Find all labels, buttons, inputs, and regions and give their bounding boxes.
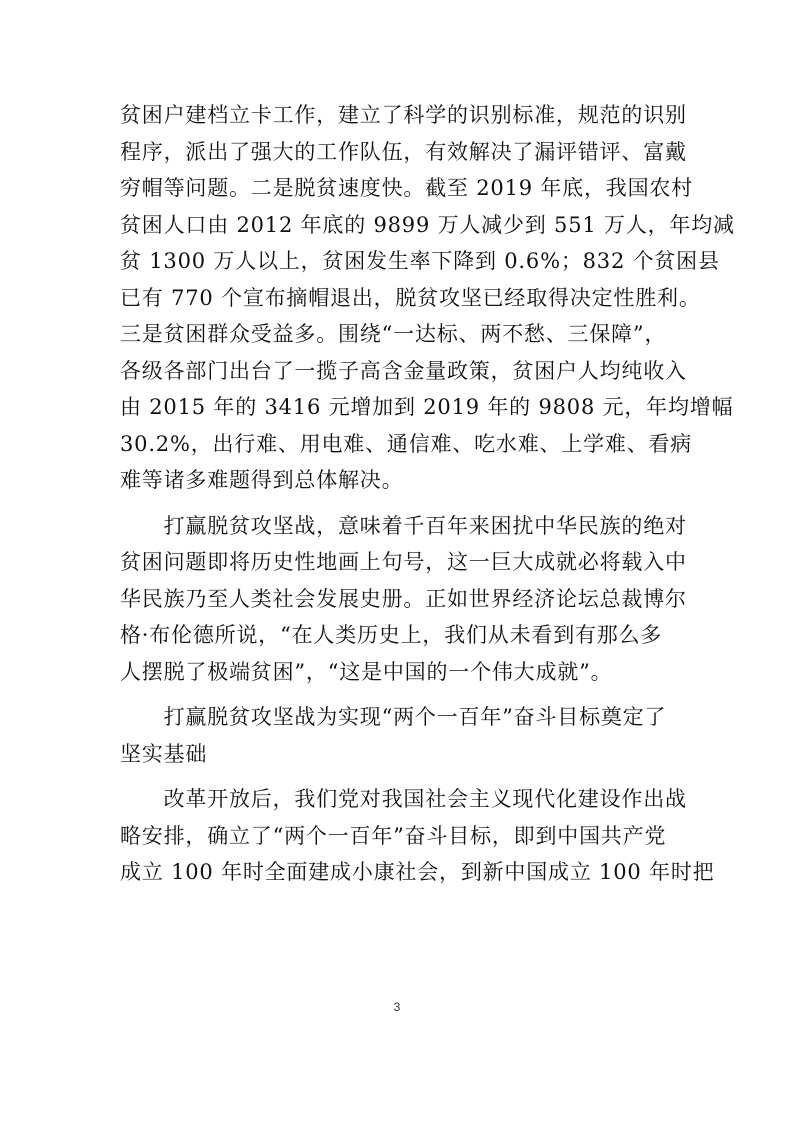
text-line: 略安排，确立了“两个一百年”奋斗目标，即到中国共产党 [120, 823, 667, 848]
text-line: 已有 770 个宣布摘帽退出，脱贫攻坚已经取得决定性胜利。 [120, 285, 701, 310]
text-line: 打赢脱贫攻坚战为实现“两个一百年”奋斗目标奠定了 [120, 705, 667, 729]
paragraph-4 [120, 781, 715, 891]
text-line: 成立 100 年时全面建成小康社会，到新中国成立 100 年时把 [120, 860, 715, 884]
text-line: 贫 1300 万人以上，贫困发生率下降到 0.6%；832 个贫困县 [120, 249, 720, 273]
text-line: 坚实基础 [120, 741, 208, 766]
text-line: 格·布伦德所说，“在人类历史上，我们从未看到有那么多 [120, 623, 663, 647]
paragraph-3-heading [120, 699, 680, 772]
text-line: 贫困户建档立卡工作，建立了科学的识别标准，规范的识别 [120, 103, 687, 127]
paragraph-spacer [120, 499, 680, 508]
text-line: 贫困问题即将历史性地画上句号，这一巨大成就必将载入中 [120, 550, 687, 574]
paragraph-2 [120, 508, 687, 691]
text-line: 人摆脱了极端贫困”，“这是中国的一个伟大成就”。 [120, 659, 613, 684]
text-line: 各级各部门出台了一揽子高含金量政策，贫困户人均纯收入 [120, 358, 687, 383]
text-line: 难等诸多难题得到总体解决。 [120, 468, 404, 492]
text-line: 华民族乃至人类社会发展史册。正如世界经济论坛总裁博尔 [120, 586, 687, 611]
text-line: 穷帽等问题。二是脱贫速度快。截至 2019 年底，我国农村 [120, 176, 693, 200]
text-line: 三是贫困群众受益多。围绕“一达标、两不愁、三保障”， [120, 322, 667, 346]
paragraph-1 [120, 97, 735, 499]
text-line: 改革开放后，我们党对我国社会主义现代化建设作出战 [120, 787, 687, 811]
text-line: 打赢脱贫攻坚战，意味着千百年来困扰中华民族的绝对 [120, 513, 687, 538]
page-number: 3 [393, 1000, 401, 1014]
text-line: 30.2%，出行难、用电难、通信难、吃水难、上学难、看病 [120, 431, 693, 456]
body-text [120, 97, 735, 891]
paragraph-spacer [120, 772, 680, 781]
text-line: 贫困人口由 2012 年底的 9899 万人减少到 551 万人，年均减 [120, 212, 735, 237]
paragraph-spacer [120, 690, 680, 699]
text-line: 程序，派出了强大的工作队伍，有效解决了漏评错评、富戴 [120, 139, 687, 164]
text-line: 由 2015 年的 3416 元增加到 2019 年的 9808 元，年均增幅 [120, 395, 734, 419]
